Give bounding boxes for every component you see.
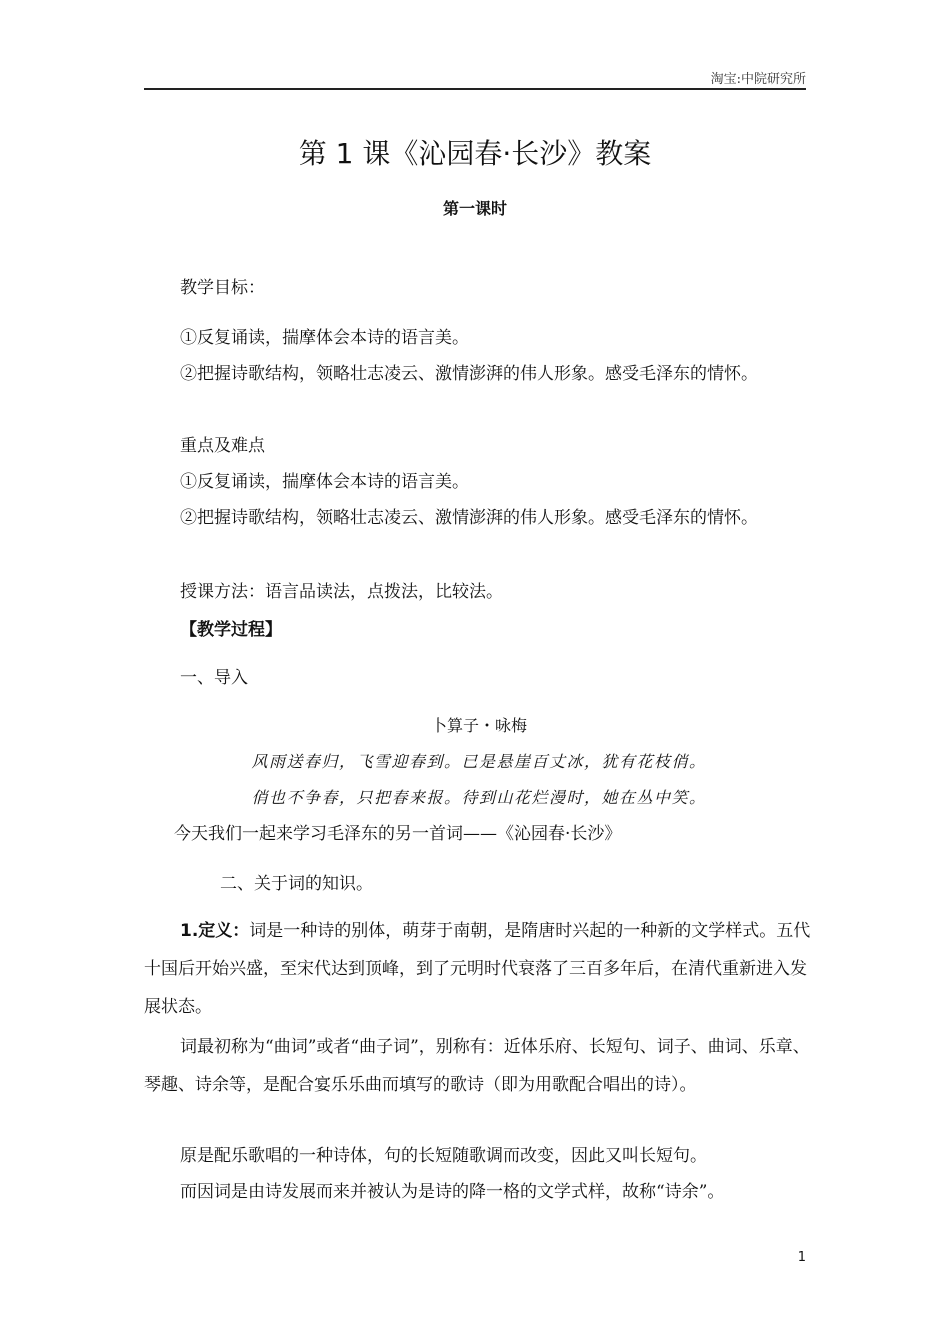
header-divider	[144, 88, 806, 90]
key-points-heading: 重点及难点	[180, 436, 265, 456]
section-heading-intro: 一、导入	[180, 668, 248, 688]
lesson-subtitle: 第一课时	[442, 199, 507, 218]
ci-origin-paragraph: 原是配乐歌唱的一种诗体，句的长短随歌调而改变，因此又叫长短句。	[180, 1146, 707, 1166]
objective-item: ②把握诗歌结构，领略壮志凌云、激情澎湃的伟人形象。感受毛泽东的情怀。	[180, 364, 758, 384]
ci-shiyu-paragraph: 而因词是由诗发展而来并被认为是诗的降一格的文学式样，故称“诗余”。	[180, 1182, 725, 1202]
intro-text: 今天我们一起来学习毛泽东的另一首词——《沁园春·长沙》	[174, 824, 622, 844]
key-point-item: ①反复诵读，揣摩体会本诗的语言美。	[180, 472, 469, 492]
poem-line: 俏也不争春，只把春来报。待到山花烂漫时，她在丛中笑。	[251, 788, 707, 807]
page-header: 淘宝:中院研究所	[710, 72, 806, 87]
poem-title: 卜算子・咏梅	[430, 716, 527, 735]
teaching-method: 授课方法：语言品读法，点拨法，比较法。	[180, 582, 503, 602]
poem-line: 风雨送春归，飞雪迎春到。已是悬崖百丈冰，犹有花枝俏。	[251, 752, 707, 771]
section-heading-ci: 二、关于词的知识。	[220, 874, 373, 894]
objective-item: ①反复诵读，揣摩体会本诗的语言美。	[180, 328, 469, 348]
key-point-item: ②把握诗歌结构，领略壮志凌云、激情澎湃的伟人形象。感受毛泽东的情怀。	[180, 508, 758, 528]
process-heading: 【教学过程】	[180, 620, 282, 640]
page-title: 第 1 课《沁园春·长沙》教案	[298, 137, 652, 170]
definition-text: 词是一种诗的别体，萌芽于南朝，是隋唐时兴起的一种新的文学样式。五代十国后开始兴盛，至宋代达到顶峰，到了元明时代衰落了三百多年后，在清代重新进入发展状态。	[144, 921, 811, 1017]
definition-paragraph	[144, 912, 814, 1026]
objectives-heading: 教学目标：	[180, 278, 265, 298]
ci-names-paragraph: 词最初称为“曲词”或者“曲子词”，别称有：近体乐府、长短句、词子、曲词、乐章、琴趣、诗余等，是配合宴乐乐曲而填写的歌诗（即为用歌配合唱出的诗）。	[144, 1037, 810, 1095]
definition-label: 1.定义：	[180, 921, 250, 941]
page-number: 1	[797, 1250, 806, 1265]
